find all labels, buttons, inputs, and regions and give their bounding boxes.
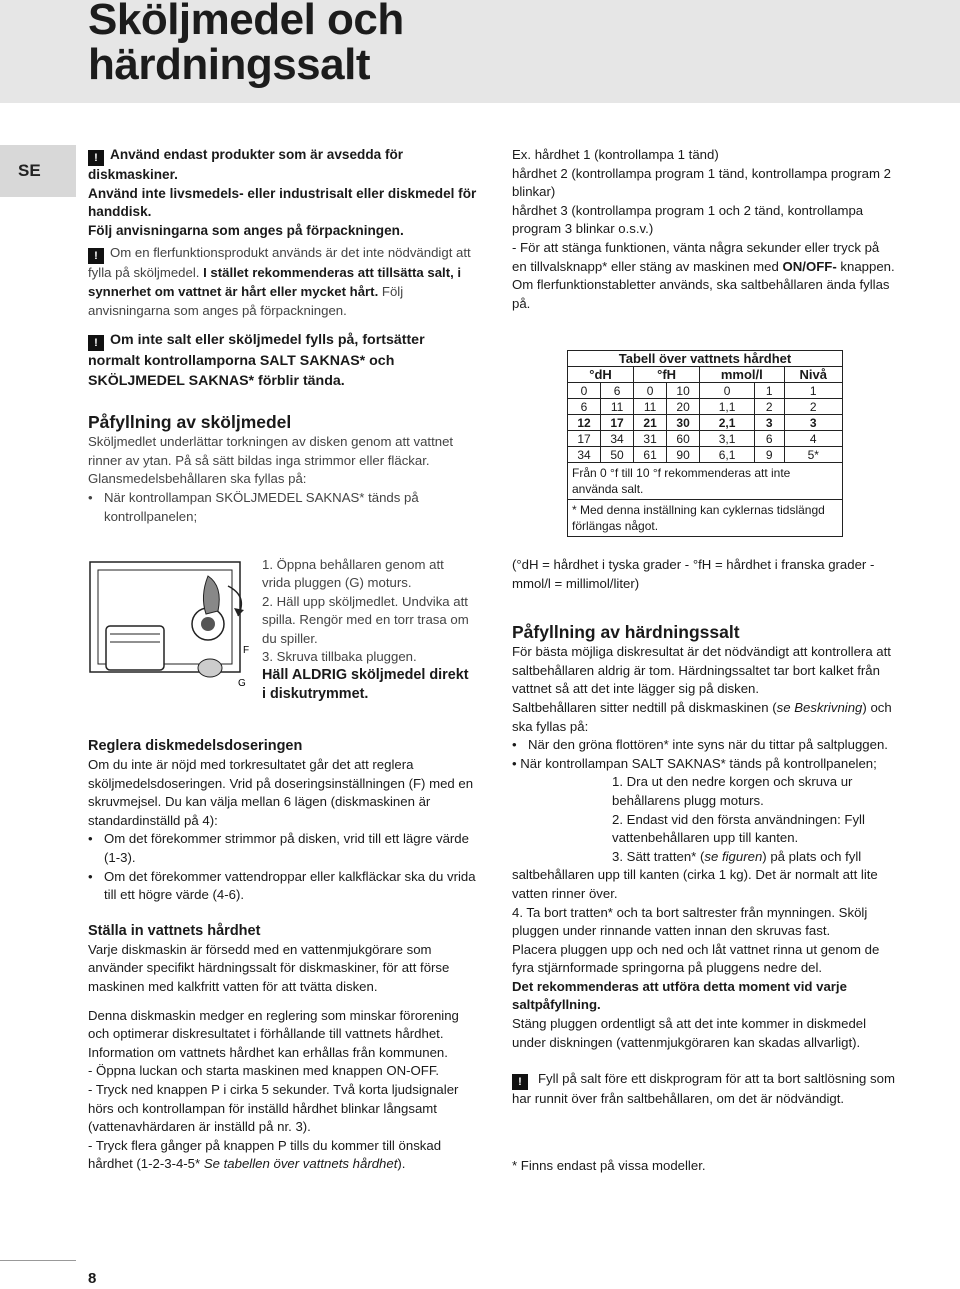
- language-label: SE: [18, 161, 41, 180]
- rinse-step-1: 1. Öppna behållaren genom att vrida pluggen (G) moturs.: [262, 557, 444, 591]
- table-note-duration: * Med denna inställning kan cyklernas tidslängd förlängas något.: [567, 500, 843, 537]
- rinse-fill-when: Glansmedelsbehållaren ska fyllas på:: [88, 471, 307, 487]
- page-header: [0, 0, 960, 103]
- salt-intro: För bästa möjliga diskresultat är det nödvändigt att kontrollera att saltbehållaren aldrig är tom. Härdningssaltet tar bort kalket från vattnet så att det inte lägger sig på disken.: [512, 644, 891, 697]
- heading-dosage: Reglera diskmedelsdoseringen: [88, 738, 303, 754]
- hardness-text-1: Varje diskmaskin är försedd med en vattenmjukgörare som använder specifikt härdningssalt för diskmaskiner, för att förse maskinen med kalkfritt vatten för att tvätta disken.: [88, 941, 450, 994]
- example-hardness-3: hårdhet 3 (kontrollampa program 1 och 2 tänd, kontrollampa program 3 blinkar o.s.v.): [512, 202, 864, 237]
- table-row: 6 11 11 20 1,1 2 2: [568, 399, 843, 415]
- example-hardness-1: Ex. hårdhet 1 (kontrollampa 1 tänd): [512, 147, 719, 162]
- left-column: [88, 146, 478, 526]
- example-tablets: Om flerfunktionstabletter används, ska saltbehållaren ända fyllas på.: [512, 277, 890, 311]
- dosage-bullet-2: • Om det förekommer vattendroppar eller kalkfläckar ska du vrida till ett högre värde (4-6).: [88, 868, 478, 905]
- hardness-step-select: - Tryck flera gånger på knappen P tills du kommer till önskad hårdhet (1-2-3-4-5* Se tabellen över vattnets hårdhet).: [88, 1137, 442, 1172]
- heading-salt: Påfyllning av härdningssalt: [512, 622, 740, 643]
- table-title: Tabell över vattnets hårdhet: [568, 351, 843, 367]
- warning-multifunction: ! Om en flerfunktionsprodukt används är det inte nödvändigt att fylla på sköljmedel. I stället rekommenderas att tillsätta salt, i synnerhet om vattnet är hårt eller mycket hårt. Följ anvisningarna som anges på förpackningen.: [88, 245, 471, 318]
- page-number: 8: [88, 1270, 97, 1287]
- table-row: 12 17 21 30 2,1 3 3: [568, 415, 843, 431]
- svg-text:G: G: [238, 678, 246, 689]
- footer-divider: [0, 1260, 76, 1261]
- salt-recommendation: Det rekommenderas att utföra detta moment vid varje saltpåfyllning.: [512, 978, 847, 1013]
- title-line-1: Sköljmedel och: [88, 0, 404, 44]
- salt-step-2: 2. Endast vid den första användningen: Fyll vattenbehållaren upp till kanten.: [612, 811, 865, 846]
- table-row: 0 6 0 10 0 1 1: [568, 383, 843, 399]
- hardness-table: [567, 350, 843, 537]
- units-explanation: (°dH = hårdhet i tyska grader - °fH = hårdhet i franska grader - mmol/l = millimol/liter): [512, 557, 875, 591]
- rinse-step-3: 3. Skruva tillbaka pluggen.: [262, 649, 417, 665]
- svg-text:F: F: [243, 645, 250, 656]
- warning-icon: !: [88, 248, 104, 264]
- salt-step-4: 4. Ta bort tratten* och ta bort saltrester från mynningen. Skölj pluggen under rinnande vatten innan den skruvas fast.: [512, 904, 868, 939]
- rinse-warning: Häll ALDRIG sköljmedel direkt i diskutrymmet.: [262, 667, 469, 702]
- warning-products-2: Använd inte livsmedels- eller industrisalt eller diskmedel för handdisk.: [88, 185, 477, 220]
- title-line-2: härdningssalt: [88, 40, 370, 89]
- left-column-lower: [88, 736, 478, 1174]
- table-header-level: Nivå: [784, 367, 842, 383]
- salt-bullet-lamp: • När kontrollampan SALT SAKNAS* tänds på kontrollpanelen;: [512, 755, 877, 771]
- language-tab: [0, 145, 76, 197]
- dosage-text: Om du inte är nöjd med torkresultatet går det att reglera sköljmedelsdoseringen. Vrid på doseringsinställningen (F) med en skruvmejsel. Du kan välja mellan 6 lägen (diskmaskinen är standardinställd på 4):: [88, 757, 474, 828]
- salt-location: Saltbehållaren sitter nedtill på diskmaskinen (se Beskrivning) och ska fyllas på:: [512, 699, 892, 734]
- dosage-bullet-1: • Om det förekommer strimmor på disken, vrid till ett lägre värde (1-3).: [88, 830, 478, 867]
- table-header-mmol: mmol/l: [700, 367, 784, 383]
- warning-icon: !: [88, 150, 104, 166]
- salt-step-5: Placera pluggen upp och ned och låt vattnet rinna ut genom de fyra stjärnformade springorna på pluggens nedre del.: [512, 941, 880, 976]
- page-title: [88, 0, 404, 87]
- rinse-aid-dispenser-illustration: [88, 556, 258, 696]
- salt-bullet-float: • När den gröna flottören* inte syns när du tittar på saltpluggen.: [512, 736, 896, 755]
- table-row: 34 50 61 90 6,1 9 5*: [568, 447, 843, 463]
- warning-icon: !: [88, 335, 104, 351]
- example-hardness-2: hårdhet 2 (kontrollampa program 1 tänd, kontrollampa program 2 blinkar): [512, 165, 891, 200]
- salt-step-1: 1. Dra ut den nedre korgen och skruva ur behållarens plugg moturs.: [612, 774, 853, 808]
- example-close-function: - För att stänga funktionen, vänta några sekunder eller tryck på en tillvalsknapp* eller stäng av maskinen med ON/OFF- knappen.: [512, 239, 895, 274]
- rinse-intro: Sköljmedlet underlättar torkningen av disken genom att vattnet rinner av ytan. På så sätt bildas inga strimmor eller fläckar.: [88, 434, 454, 468]
- salt-warning: ! Fyll på salt före ett diskprogram för att ta bort saltlösning som har runnit över från saltbehållaren, om det är nödvändigt.: [512, 1071, 895, 1107]
- table-header-dh: °dH: [568, 367, 634, 383]
- table-header-fh: °fH: [634, 367, 700, 383]
- table-row: 17 34 31 60 3,1 6 4: [568, 431, 843, 447]
- rinse-steps: [262, 556, 472, 703]
- footnote-models: * Finns endast på vissa modeller.: [512, 1157, 706, 1173]
- salt-close-plug: Stäng pluggen ordentligt så att det inte kommer in diskmedel under diskningen (vattenmjukgöraren kan skadas allvarligt).: [512, 1016, 867, 1050]
- hardness-step-on-off: - Öppna luckan och starta maskinen med knappen ON-OFF.: [88, 1063, 440, 1079]
- warning-products-3: Följ anvisningarna som anges på förpackningen.: [88, 222, 404, 238]
- warning-products: ! Använd endast produkter som är avsedda för diskmaskiner.: [88, 147, 404, 182]
- hardness-text-2: Denna diskmaskin medger en reglering som minskar förorening och optimerar diskresultatet i förhållande till vattnets hårdhet. Information om vattnets hårdhet kan erhållas från kommunen.: [88, 1007, 459, 1060]
- right-column: [512, 146, 896, 313]
- hardness-step-press-p: - Tryck ned knappen P i cirka 5 sekunder. Två korta ljudsignaler hörs och kontrollampan för inställd hårdhet blinkar långsamt (vattenavhärdaren är inställd på nr. 3).: [88, 1081, 459, 1135]
- salt-step-3: 3. Sätt tratten* (se figuren) på plats och fyll saltbehållaren upp till kanten (cirka 1 kg). Det är normalt att lite vatten rinner över.: [512, 848, 878, 901]
- warning-lamps: ! Om inte salt eller sköljmedel fylls på, fortsätter normalt kontrollamporna SALT SAKNAS* och SKÖLJMEDEL SAKNAS* förblir tända.: [88, 332, 425, 390]
- rinse-bullet: • När kontrollampan SKÖLJMEDEL SAKNAS* tänds på kontrollpanelen;: [88, 489, 478, 526]
- table-note-salt: Från 0 °f till 10 °f rekommenderas att inte använda salt.: [567, 463, 843, 500]
- right-column-lower: [512, 556, 896, 1175]
- heading-water-hardness: Ställa in vattnets hårdhet: [88, 922, 261, 939]
- heading-rinse-aid: Påfyllning av sköljmedel: [88, 412, 292, 433]
- rinse-step-2: 2. Häll upp sköljmedlet. Undvika att spilla. Rengör med en torr trasa om du spiller.: [262, 593, 469, 646]
- warning-icon: !: [512, 1074, 528, 1090]
